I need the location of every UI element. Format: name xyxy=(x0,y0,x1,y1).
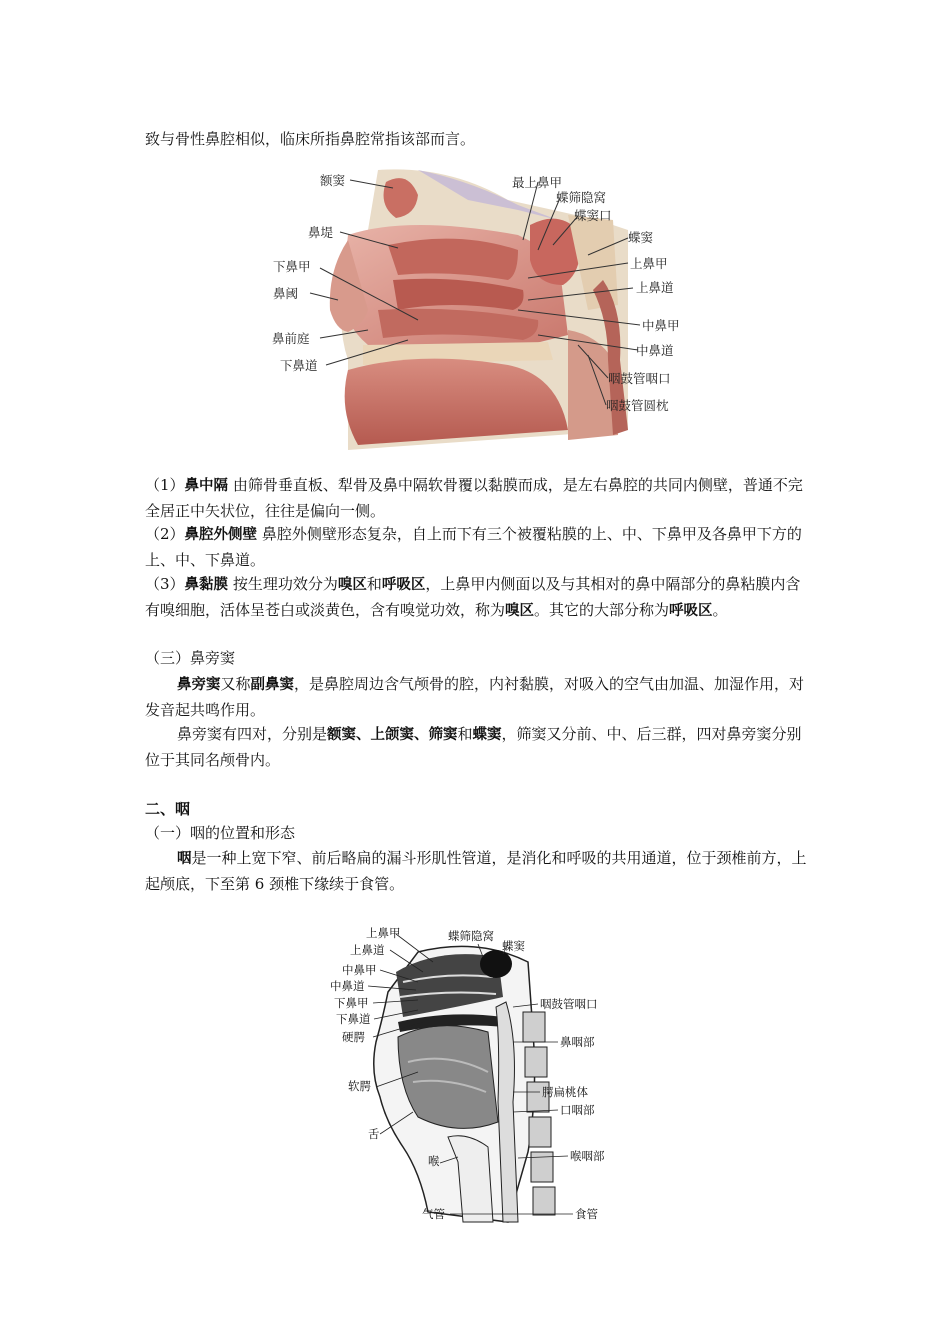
label2-superior-meatus: 上鼻道 xyxy=(350,943,385,957)
label2-sphenoid-sinus: 蝶窦 xyxy=(502,939,525,953)
label-sphenoid-sinus: 蝶窦 xyxy=(628,230,654,245)
label2-trachea: 气管 xyxy=(422,1207,445,1221)
paragraph-nasal-mucosa: （3）鼻黏膜 按生理功效分为嗅区和呼吸区，上鼻甲内侧面以及与其相对的鼻中隔部分的鼻粘膜内含有嗅细胞，活体呈苍白或淡黄色，含有嗅觉功效，称为嗅区。其它的大部分称为呼吸区。 xyxy=(145,575,801,619)
label-middle-turbinate: 中鼻甲 xyxy=(642,318,680,333)
label2-inferior-turbinate: 下鼻甲 xyxy=(334,996,369,1010)
label2-eustachian-opening: 咽鼓管咽口 xyxy=(540,997,598,1011)
label2-larynx: 喉 xyxy=(428,1154,440,1168)
label-nasal-limen: 鼻阈 xyxy=(273,286,299,301)
paragraph-pharynx-def: 咽是一种上宽下窄、前后略扁的漏斗形肌性管道，是消化和呼吸的共用通道，位于颈椎前方，上起颅底，下至第 6 颈椎下缘续于食管。 xyxy=(145,849,807,893)
label2-laryngopharynx: 喉咽部 xyxy=(570,1149,605,1163)
term-lateral-wall: 鼻腔外侧壁 xyxy=(184,527,258,543)
label-sphenoid-ostium: 蝶窦口 xyxy=(574,208,612,223)
label2-esophagus: 食管 xyxy=(575,1207,598,1221)
label-middle-meatus: 中鼻道 xyxy=(636,343,674,358)
label2-sphenoethmoidal-recess: 蝶筛隐窝 xyxy=(448,929,494,943)
label-frontal-sinus: 额窦 xyxy=(320,173,346,188)
label-torus-tubarius: 咽鼓管圆枕 xyxy=(606,398,669,413)
section-title-pharynx: 二、咽 xyxy=(145,800,191,818)
label-superior-meatus: 上鼻道 xyxy=(636,280,674,295)
label2-hard-palate: 硬腭 xyxy=(342,1030,365,1044)
paragraph-paranasal-def: 鼻旁窦又称副鼻窦，是鼻腔周边含气颅骨的腔，内衬黏膜，对吸入的空气由加温、加湿作用，对发音起共鸣作用。 xyxy=(145,675,805,719)
intro-line: 致与骨性鼻腔相似，临床所指鼻腔常指该部而言。 xyxy=(145,130,476,148)
paragraph-nasal-septum: （1）鼻中隔 由筛骨垂直板、犁骨及鼻中隔软骨覆以黏膜而成，是左右鼻腔的共同内侧壁，普通不完全居正中矢状位，往往是偏向一侧。 xyxy=(145,476,803,520)
label2-middle-meatus: 中鼻道 xyxy=(330,979,365,993)
label2-superior-turbinate: 上鼻甲 xyxy=(366,926,401,940)
label2-inferior-meatus: 下鼻道 xyxy=(336,1012,371,1026)
nasal-cavity-figure xyxy=(268,160,698,450)
label2-middle-turbinate: 中鼻甲 xyxy=(342,963,377,977)
label-inferior-turbinate: 下鼻甲 xyxy=(273,259,311,274)
label2-tonsil: 腭扁桃体 xyxy=(542,1085,588,1099)
label-superior-turbinate: 上鼻甲 xyxy=(630,256,668,271)
label2-tongue: 舌 xyxy=(368,1127,380,1141)
label-supreme-turbinate: 最上鼻甲 xyxy=(512,175,563,190)
term-nasal-mucosa: 鼻黏膜 xyxy=(184,577,229,593)
label2-soft-palate: 软腭 xyxy=(348,1079,371,1093)
term-nasal-septum: 鼻中隔 xyxy=(184,478,229,494)
paragraph-lateral-wall: （2）鼻腔外侧壁 鼻腔外侧壁形态复杂，自上而下有三个被覆粘膜的上、中、下鼻甲及各鼻甲下方的上、中、下鼻道。 xyxy=(145,525,802,569)
label2-nasopharynx: 鼻咽部 xyxy=(560,1035,595,1049)
paragraph-paranasal-list: 鼻旁窦有四对，分别是额窦、上颌窦、筛窦和蝶窦，筛窦又分前、中、后三群，四对鼻旁窦分别位于其同名颅骨内。 xyxy=(145,725,802,769)
label2-oropharynx: 口咽部 xyxy=(560,1103,595,1117)
label-agger-nasi: 鼻堤 xyxy=(308,225,334,240)
label-inferior-meatus: 下鼻道 xyxy=(280,358,318,373)
label-nasal-vestibule: 鼻前庭 xyxy=(272,331,310,346)
subsection-title-paranasal: （三）鼻旁窦 xyxy=(145,649,236,667)
label-sphenoethmoidal-recess: 蝶筛隐窝 xyxy=(556,190,607,205)
label-eustachian-opening: 咽鼓管咽口 xyxy=(608,371,671,386)
subsection-title-pharynx-position: （一）咽的位置和形态 xyxy=(145,824,296,842)
pharynx-figure xyxy=(328,922,618,1227)
